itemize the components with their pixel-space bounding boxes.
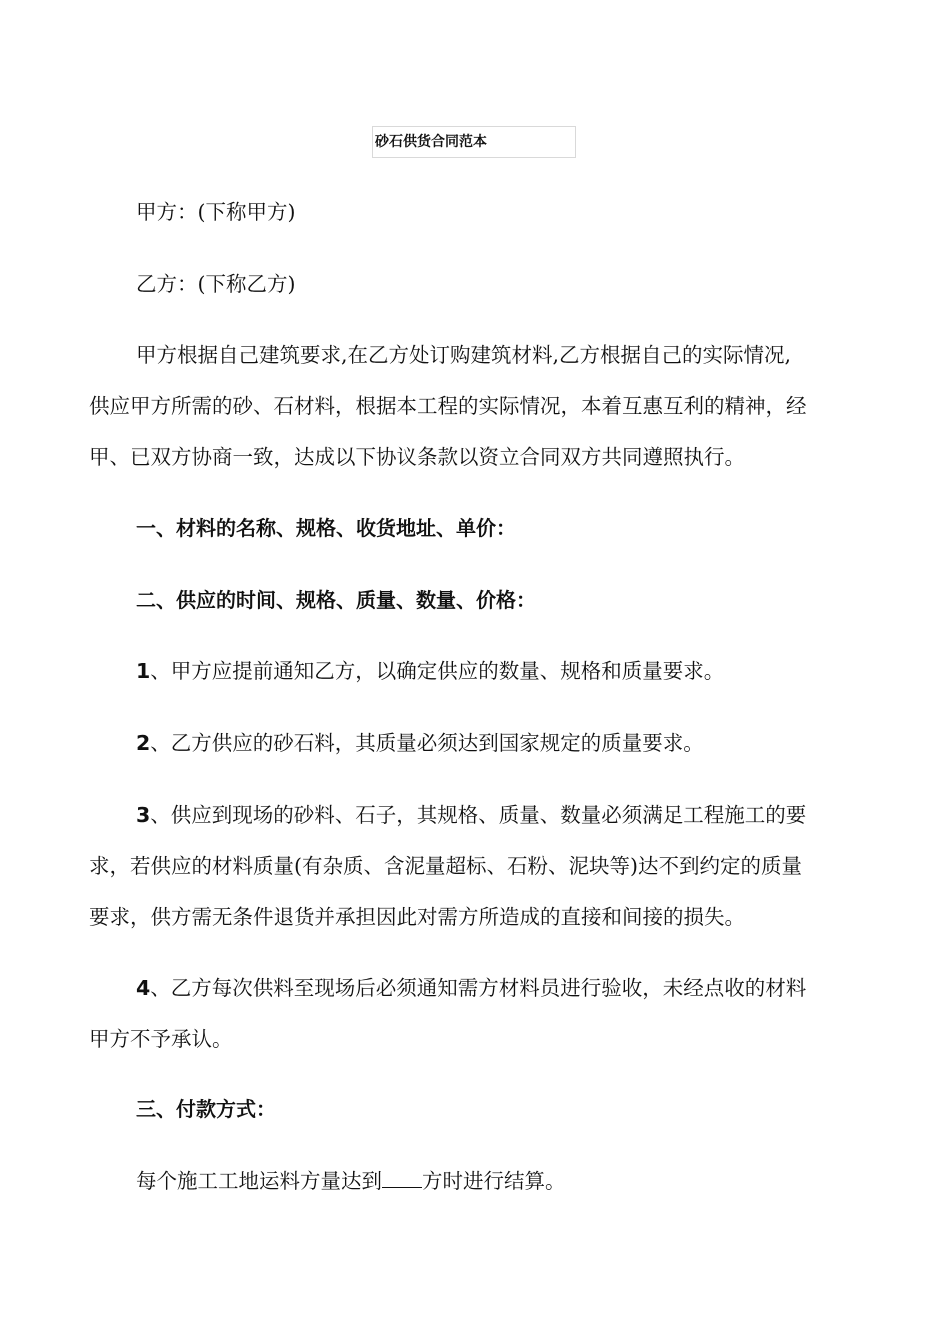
clause-text: 、乙方每次供料至现场后必须通知需方材料员进行验收，未经点收的材料 (150, 976, 807, 1000)
clause-3 (89, 790, 871, 943)
document-title: 砂石供货合同范本 (372, 126, 576, 158)
clause-text: 、供应到现场的砂料、石子，其规格、质量、数量必须满足工程施工的要 (150, 803, 807, 827)
payment-clause (89, 1156, 871, 1207)
clause-number: 2 (136, 731, 151, 755)
payment-text-after: 方时进行结算。 (422, 1169, 566, 1193)
clause-number: 1 (136, 659, 151, 683)
party-b-line: 乙方：(下称乙方) (136, 272, 296, 296)
clause-1 (89, 646, 871, 697)
section-heading-payment: 三、付款方式： (136, 1097, 276, 1121)
clause-2 (89, 718, 871, 769)
section-heading-materials: 一、材料的名称、规格、收货地址、单价： (136, 516, 516, 540)
party-a-line: 甲方：(下称甲方) (136, 200, 296, 224)
clause-line (89, 963, 871, 1014)
clause-text: 、乙方供应的砂石料，其质量必须达到国家规定的质量要求。 (150, 731, 704, 755)
fill-in-blank (382, 1169, 422, 1188)
clause-line: 求，若供应的材料质量(有杂质、含泥量超标、石粉、泥块等)达不到约定的质量 (89, 854, 802, 878)
intro-paragraph (89, 330, 871, 483)
intro-line: 甲方根据自己建筑要求,在乙方处订购建筑材料,乙方根据自己的实际情况, (136, 343, 792, 367)
section-heading-supply: 二、供应的时间、规格、质量、数量、价格： (136, 588, 536, 612)
clause-number: 4 (136, 976, 151, 1000)
clause-text: 、甲方应提前通知乙方，以确定供应的数量、规格和质量要求。 (150, 659, 725, 683)
payment-text-before: 每个施工工地运料方量达到 (136, 1169, 382, 1193)
clause-line: 甲方不予承认。 (89, 1027, 233, 1051)
clause-line (89, 790, 871, 841)
intro-line: 供应甲方所需的砂、石材料，根据本工程的实际情况，本着互惠互利的精神，经 (89, 394, 807, 418)
clause-number: 3 (136, 803, 151, 827)
intro-line: 甲、已双方协商一致，达成以下协议条款以资立合同双方共同遵照执行。 (89, 445, 745, 469)
clause-4 (89, 963, 871, 1065)
clause-line: 要求，供方需无条件退货并承担因此对需方所造成的直接和间接的损失。 (89, 905, 745, 929)
